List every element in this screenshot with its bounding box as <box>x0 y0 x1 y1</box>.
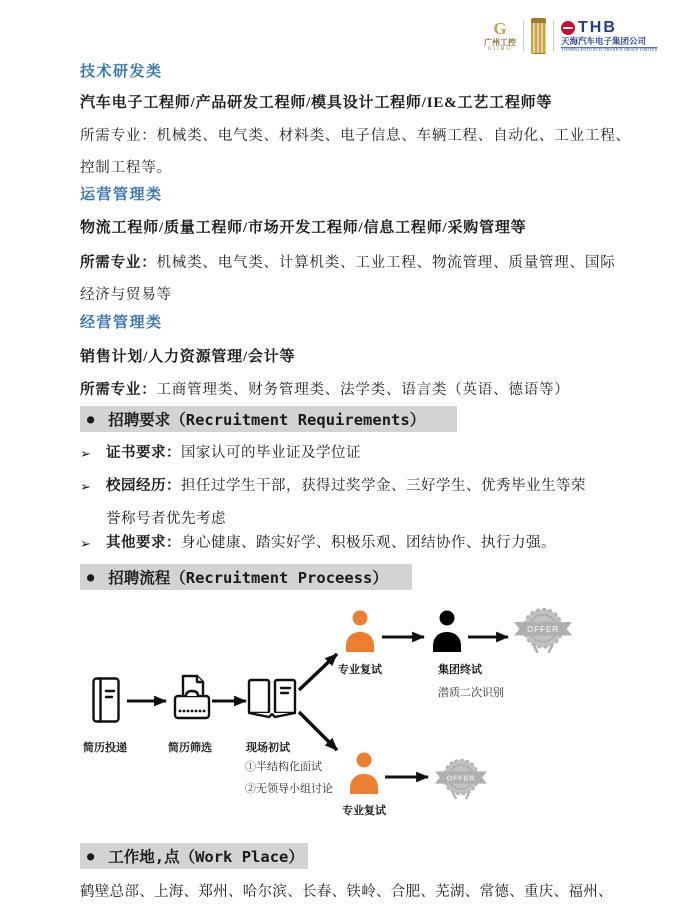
requirement-item <box>80 527 591 560</box>
bullet-icon: ● <box>87 849 95 863</box>
giihg-logo-title: 广州工控 <box>484 37 516 47</box>
award-badge-icon <box>531 18 546 53</box>
flow-step-label: 集团终试 <box>438 664 482 676</box>
majors-text: 机械类、电气类、计算机类、工业工程、物流管理、质量管理、国际经济与贸易等 <box>80 255 616 303</box>
majors-text: 工商管理类、财务管理类、法学类、语言类（英语、德语等） <box>156 382 570 398</box>
process-heading-bar <box>80 564 412 590</box>
header-logos <box>484 18 668 53</box>
requirement-text: 担任过学生干部，获得过奖学金、三好学生、优秀毕业生等荣誉称号者优先考虑 <box>106 478 586 527</box>
category-title: 技术研发类 <box>80 64 163 80</box>
flow-step-label: 专业复试 <box>338 664 382 676</box>
flow-step-note: ②无领导小组讨论 <box>245 783 333 795</box>
offer-badge-text: OFFER <box>526 624 560 634</box>
person-icon <box>348 752 380 794</box>
majors-text: 所需专业：机械类、电气类、材料类、电子信息、车辆工程、自动化、工业工程、控制工程等。 <box>80 128 631 176</box>
category-majors <box>80 247 625 311</box>
workplace-heading-bar <box>80 843 308 869</box>
bullet-icon: ● <box>87 570 95 584</box>
category-jobs: 销售计划/人力资源管理/会计等 <box>80 349 296 365</box>
thb-emblem-icon <box>561 21 575 35</box>
work-locations: 鹤壁总部、上海、郑州、哈尔滨、长春、铁岭、合肥、芜湖、常德、重庆、福州、 <box>80 884 613 900</box>
requirement-item <box>80 437 591 470</box>
arrow-bullet-icon: ➢ <box>80 536 92 551</box>
logo-divider <box>523 20 524 52</box>
person-icon <box>431 610 463 652</box>
onsite-interview-icon <box>247 678 297 720</box>
requirement-label: 其他要求： <box>106 535 181 551</box>
process-heading: 招聘流程（Recruitment Proceess） <box>108 569 388 587</box>
flow-step-label: 现场初试 <box>246 742 290 754</box>
requirements-heading: 招聘要求（Recruitment Requirements） <box>108 411 426 429</box>
giihg-logo-icon: G <box>493 18 507 38</box>
thb-company-name: 天海汽车电子集团公司 <box>561 35 647 46</box>
offer-badge-text: OFFER <box>446 773 476 783</box>
flow-step-label: 简历筛选 <box>168 742 212 754</box>
bullet-icon: ● <box>87 412 95 426</box>
arrow-bullet-icon: ➢ <box>80 479 92 494</box>
majors-label: 所需专业： <box>80 382 157 398</box>
arrow <box>299 712 337 750</box>
workplace-heading: 工作地,点（Work Place） <box>108 848 304 866</box>
category-title: 运营管理类 <box>80 187 163 203</box>
thb-company-name-en: TIANHAI AUTO ELECTRONICS GROUP LIMITED <box>561 47 658 52</box>
giihg-logo-subtitle: GIIHG <box>487 47 513 53</box>
category-jobs: 物流工程师/质量工程师/市场开发工程师/信息工程师/采购管理等 <box>80 220 527 236</box>
flow-step-label: 简历投递 <box>83 742 127 754</box>
offer-badge-icon <box>514 605 572 657</box>
arrow-bullet-icon: ➢ <box>80 446 92 461</box>
requirement-label: 证书要求： <box>106 445 181 461</box>
giihg-logo <box>484 19 516 53</box>
requirement-label: 校园经历： <box>106 478 181 494</box>
flow-step-note: ①半结构化面试 <box>245 761 322 773</box>
flow-step-note: 潜质二次识别 <box>438 687 504 699</box>
resume-screen-icon <box>172 674 212 722</box>
thb-logo <box>561 19 668 53</box>
category-majors <box>80 120 633 184</box>
category-majors <box>80 374 640 406</box>
category-jobs: 汽车电子工程师/产品研发工程师/模具设计工程师/IE&工艺工程师等 <box>80 95 553 111</box>
category-title: 经营管理类 <box>80 315 163 331</box>
offer-badge-icon <box>435 756 487 803</box>
resume-submit-icon <box>92 677 120 723</box>
logo-divider <box>553 20 554 52</box>
requirement-text: 国家认可的毕业证及学位证 <box>181 445 361 461</box>
person-icon <box>344 610 376 652</box>
majors-label: 所需专业： <box>80 255 157 271</box>
thb-brand-text: THB <box>578 18 617 36</box>
flow-step-label: 专业复试 <box>342 805 386 817</box>
requirement-text: 身心健康、踏实好学、积极乐观、团结协作、执行力强。 <box>181 535 556 551</box>
requirements-heading-bar <box>80 406 457 432</box>
